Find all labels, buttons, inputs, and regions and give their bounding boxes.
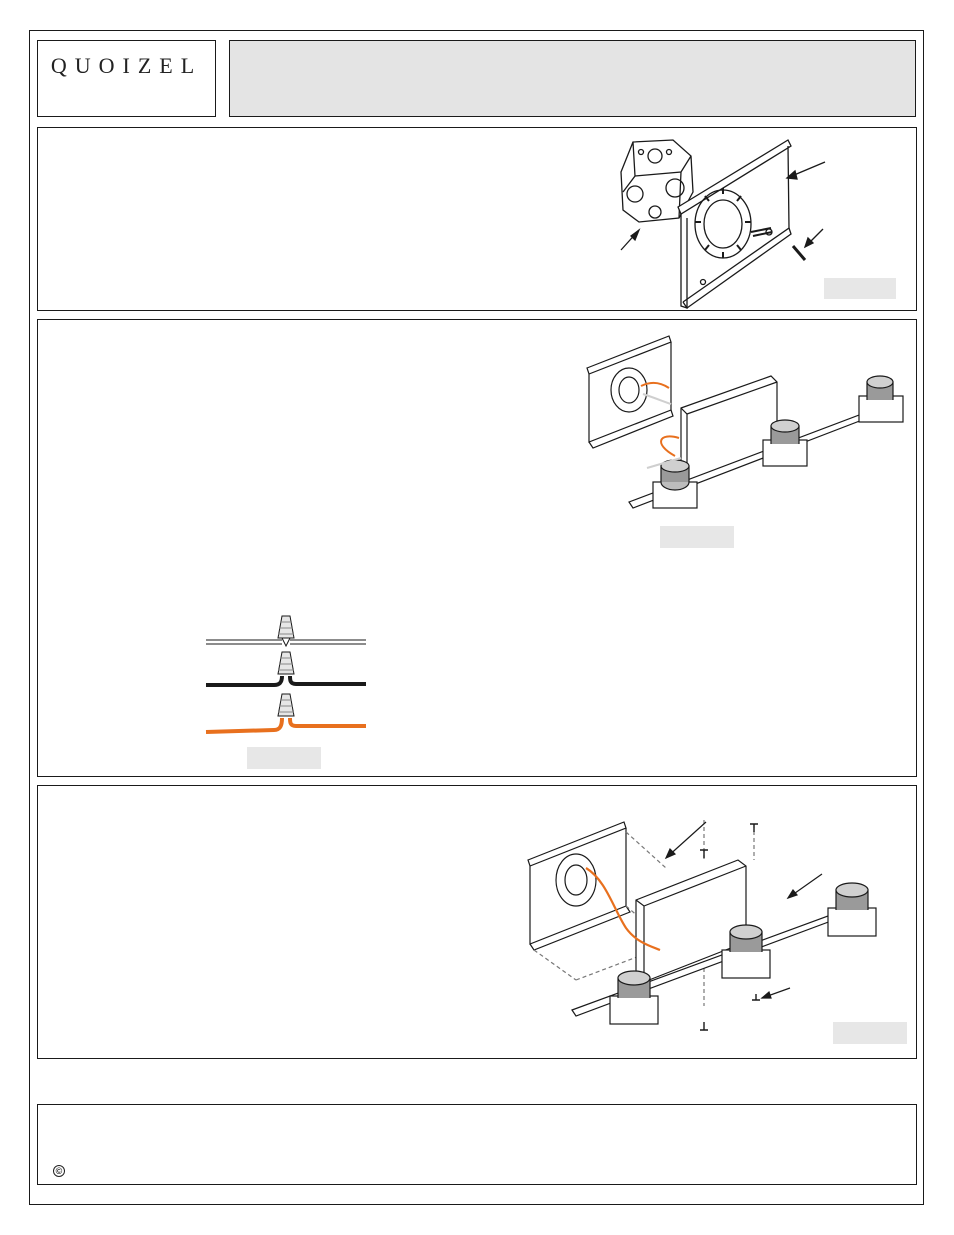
wire-connection-diagram [206, 606, 366, 736]
fixture-mounting-illustration [526, 810, 881, 1040]
figure-label [824, 278, 896, 299]
figure-label [833, 1022, 907, 1044]
copyright-symbol: © [53, 1165, 65, 1177]
step-section-3 [37, 785, 917, 1059]
figure-label [660, 526, 734, 548]
wire-nut-icon [278, 694, 294, 716]
step-section-1 [37, 127, 917, 311]
wire-nut-icon [278, 616, 294, 646]
figure-label [247, 747, 321, 769]
header-bar [229, 40, 916, 117]
fixture-wiring-illustration [583, 332, 893, 522]
wire-nut-icon [278, 652, 294, 674]
logo-box [37, 40, 216, 117]
step-section-2 [37, 319, 917, 777]
brand-logo: QUOIZEL [50, 53, 203, 78]
footer-box [37, 1104, 917, 1185]
